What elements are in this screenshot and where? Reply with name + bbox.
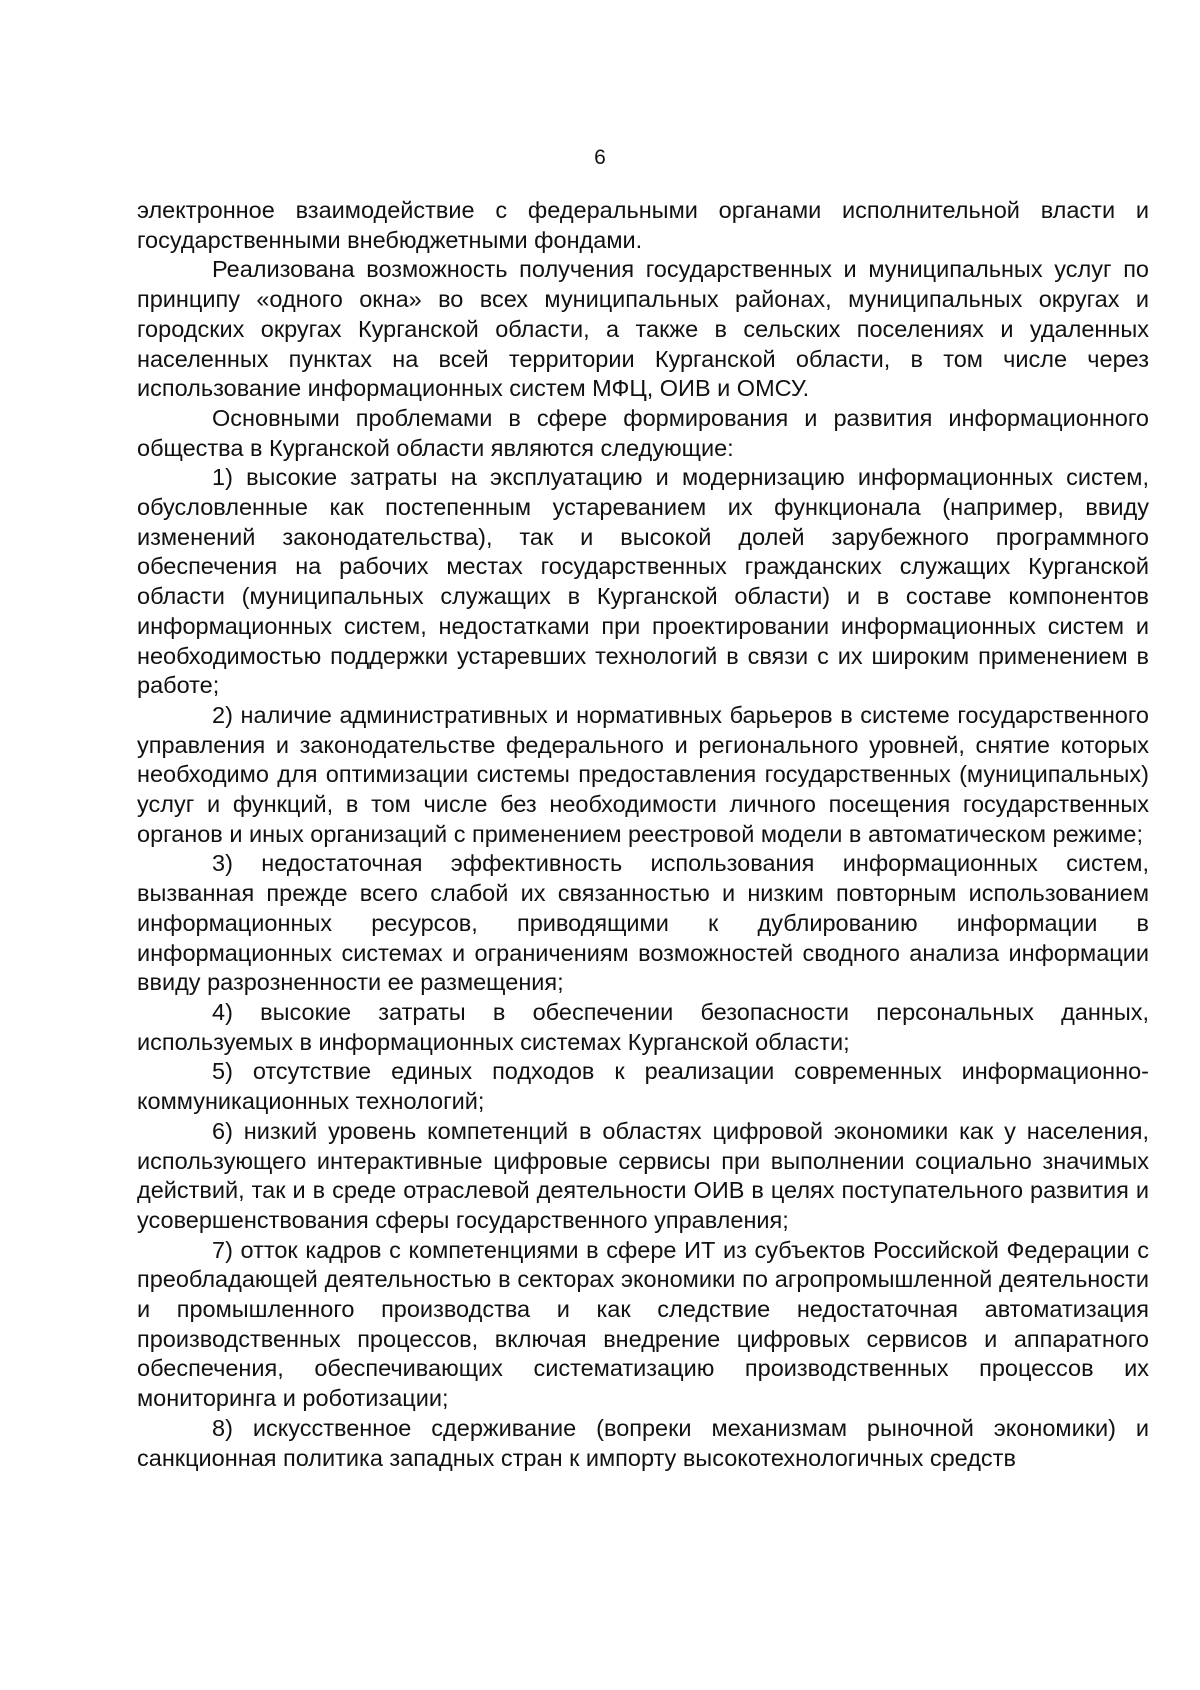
paragraph-services: Реализована возможность получения государственных и муниципальных услуг по принципу «одного окна» во всех муниципальных районах, муниципальных округах и городских округах Курганской области, а также в сельских поселениях и удаленных населенных пунктах на всей территории Курганской области, в том числе через использование информационных систем МФЦ, ОИВ и ОМСУ. bbox=[137, 256, 1149, 402]
list-item-4: 4) высокие затраты в обеспечении безопасности персональных данных, используемых в информационных системах Курганской области; bbox=[137, 998, 1149, 1055]
list-item-2: 2) наличие административных и нормативных барьеров в системе государственного управления и законодательстве федерального и регионального уровней, снятие которых необходимо для оптимизации системы предоставления государственных (муниципальных) услуг и функций, в том числе без необходимости личного посещения государственных органов и иных организаций с применением реестровой модели в автоматическом режиме; bbox=[137, 701, 1149, 847]
list-item-6: 6) низкий уровень компетенций в областях цифровой экономики как у населения, использующего интерактивные цифровые сервисы при выполнении социально значимых действий, так и в среде отраслевой деятельности ОИВ в целях поступательного развития и усовершенствования сферы государственного управления; bbox=[137, 1117, 1149, 1233]
paragraph-continuation: электронное взаимодействие с федеральными органами исполнительной власти и государственными внебюджетными фондами. bbox=[137, 197, 1149, 253]
list-item-5: 5) отсутствие единых подходов к реализации современных информационно-коммуникационных технологий; bbox=[137, 1058, 1149, 1115]
list-item-1: 1) высокие затраты на эксплуатацию и модернизацию информационных систем, обусловленные как постепенным устареванием их функционала (например, ввиду изменений законодательства), так и высокой долей зарубежного программного обеспечения на рабочих местах государственных гражданских служащих Курганской области (муниципальных служащих в Курганской области) и в составе компонентов информационных систем, недостатками при проектировании информационных систем и необходимостью поддержки устаревших технологий в связи с их широким применением в работе; bbox=[137, 464, 1149, 699]
paragraph-problems-intro: Основными проблемами в сфере формирования и развития информационного общества в Курганской области являются следующие: bbox=[137, 404, 1149, 461]
list-item-3: 3) недостаточная эффективность использования информационных систем, вызванная прежде всего слабой их связанностью и низким повторным использованием информационных ресурсов, приводящими к дублированию информации в информационных системах и ограничениям возможностей сводного анализа информации ввиду разрозненности ее размещения; bbox=[137, 850, 1149, 996]
page-number: 6 bbox=[594, 146, 606, 169]
list-item-7: 7) отток кадров с компетенциями в сфере ИТ из субъектов Российской Федерации с преобладающей деятельностью в секторах экономики по агропромышленной деятельности и промышленного производства и как следствие недостаточная автоматизация производственных процессов, включая внедрение цифровых сервисов и аппаратного обеспечения, обеспечивающих систематизацию производственных процессов их мониторинга и роботизации; bbox=[137, 1236, 1149, 1412]
list-item-8: 8) искусственное сдерживание (вопреки механизмам рыночной экономики) и санкционная политика западных стран к импорту высокотехнологичных средств bbox=[137, 1414, 1149, 1471]
document-body bbox=[137, 196, 1149, 1473]
